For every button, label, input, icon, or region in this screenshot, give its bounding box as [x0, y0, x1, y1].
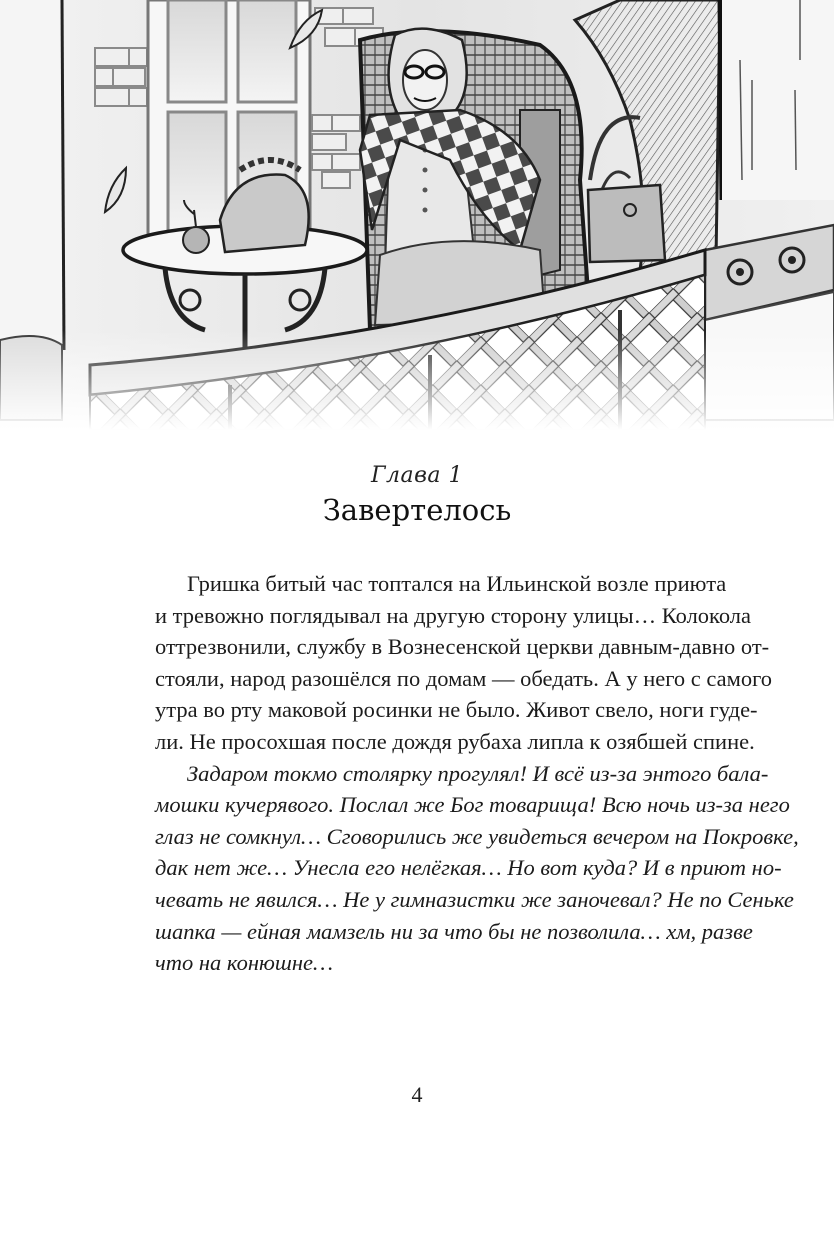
text-line: стояли, народ разошёлся по домам — обедать. А у него с самого [155, 665, 773, 691]
chapter-illustration [0, 0, 834, 430]
paragraph-narration [155, 568, 773, 758]
text-line: и тревожно поглядывал на другую сторону улицы… Колокола [155, 602, 752, 628]
brick-wall-left [95, 48, 147, 106]
text-line: чевать не явился… Не у гимназистки же заночевал? Не по Сеньке [155, 886, 794, 912]
text-line: Гришка битый час топтался на Ильинской возле приюта [187, 571, 727, 596]
text-line: ли. Не просохшая после дождя рубаха липла к озябшей спине. [155, 728, 755, 754]
page-number: 4 [411, 1082, 423, 1107]
chapter-heading [0, 462, 834, 528]
text-line: шапка — ейная мамзель ни за что бы не позволила… хм, разве [155, 918, 753, 944]
text-line: глаз не сомкнул… Сговорились же увидеться вечером на Покровке, [155, 823, 799, 849]
text-line: Задаром токмо столярку прогулял! И всё из-за энтого бала- [187, 760, 769, 786]
chapter-number: Глава 1 [370, 463, 464, 488]
text-line: что на конюшне… [155, 950, 333, 976]
text-line: утра во рту маковой росинки не было. Живот свело, ноги гуде- [155, 697, 758, 723]
illustration-sketch [0, 0, 834, 430]
chapter-title: Завертелось [322, 493, 512, 527]
text-line: мошки кучерявого. Послал же Бог товарища! Всю ночь из-за него [155, 792, 790, 818]
body-text [155, 568, 799, 979]
paragraph-inner-monologue [155, 758, 799, 979]
text-line: дак нет же… Унесла его нелёгкая… Но вот куда? И в приют но- [155, 855, 782, 881]
text-line: оттрезвонили, службу в Вознесенской церкви давным-давно от- [155, 634, 770, 660]
